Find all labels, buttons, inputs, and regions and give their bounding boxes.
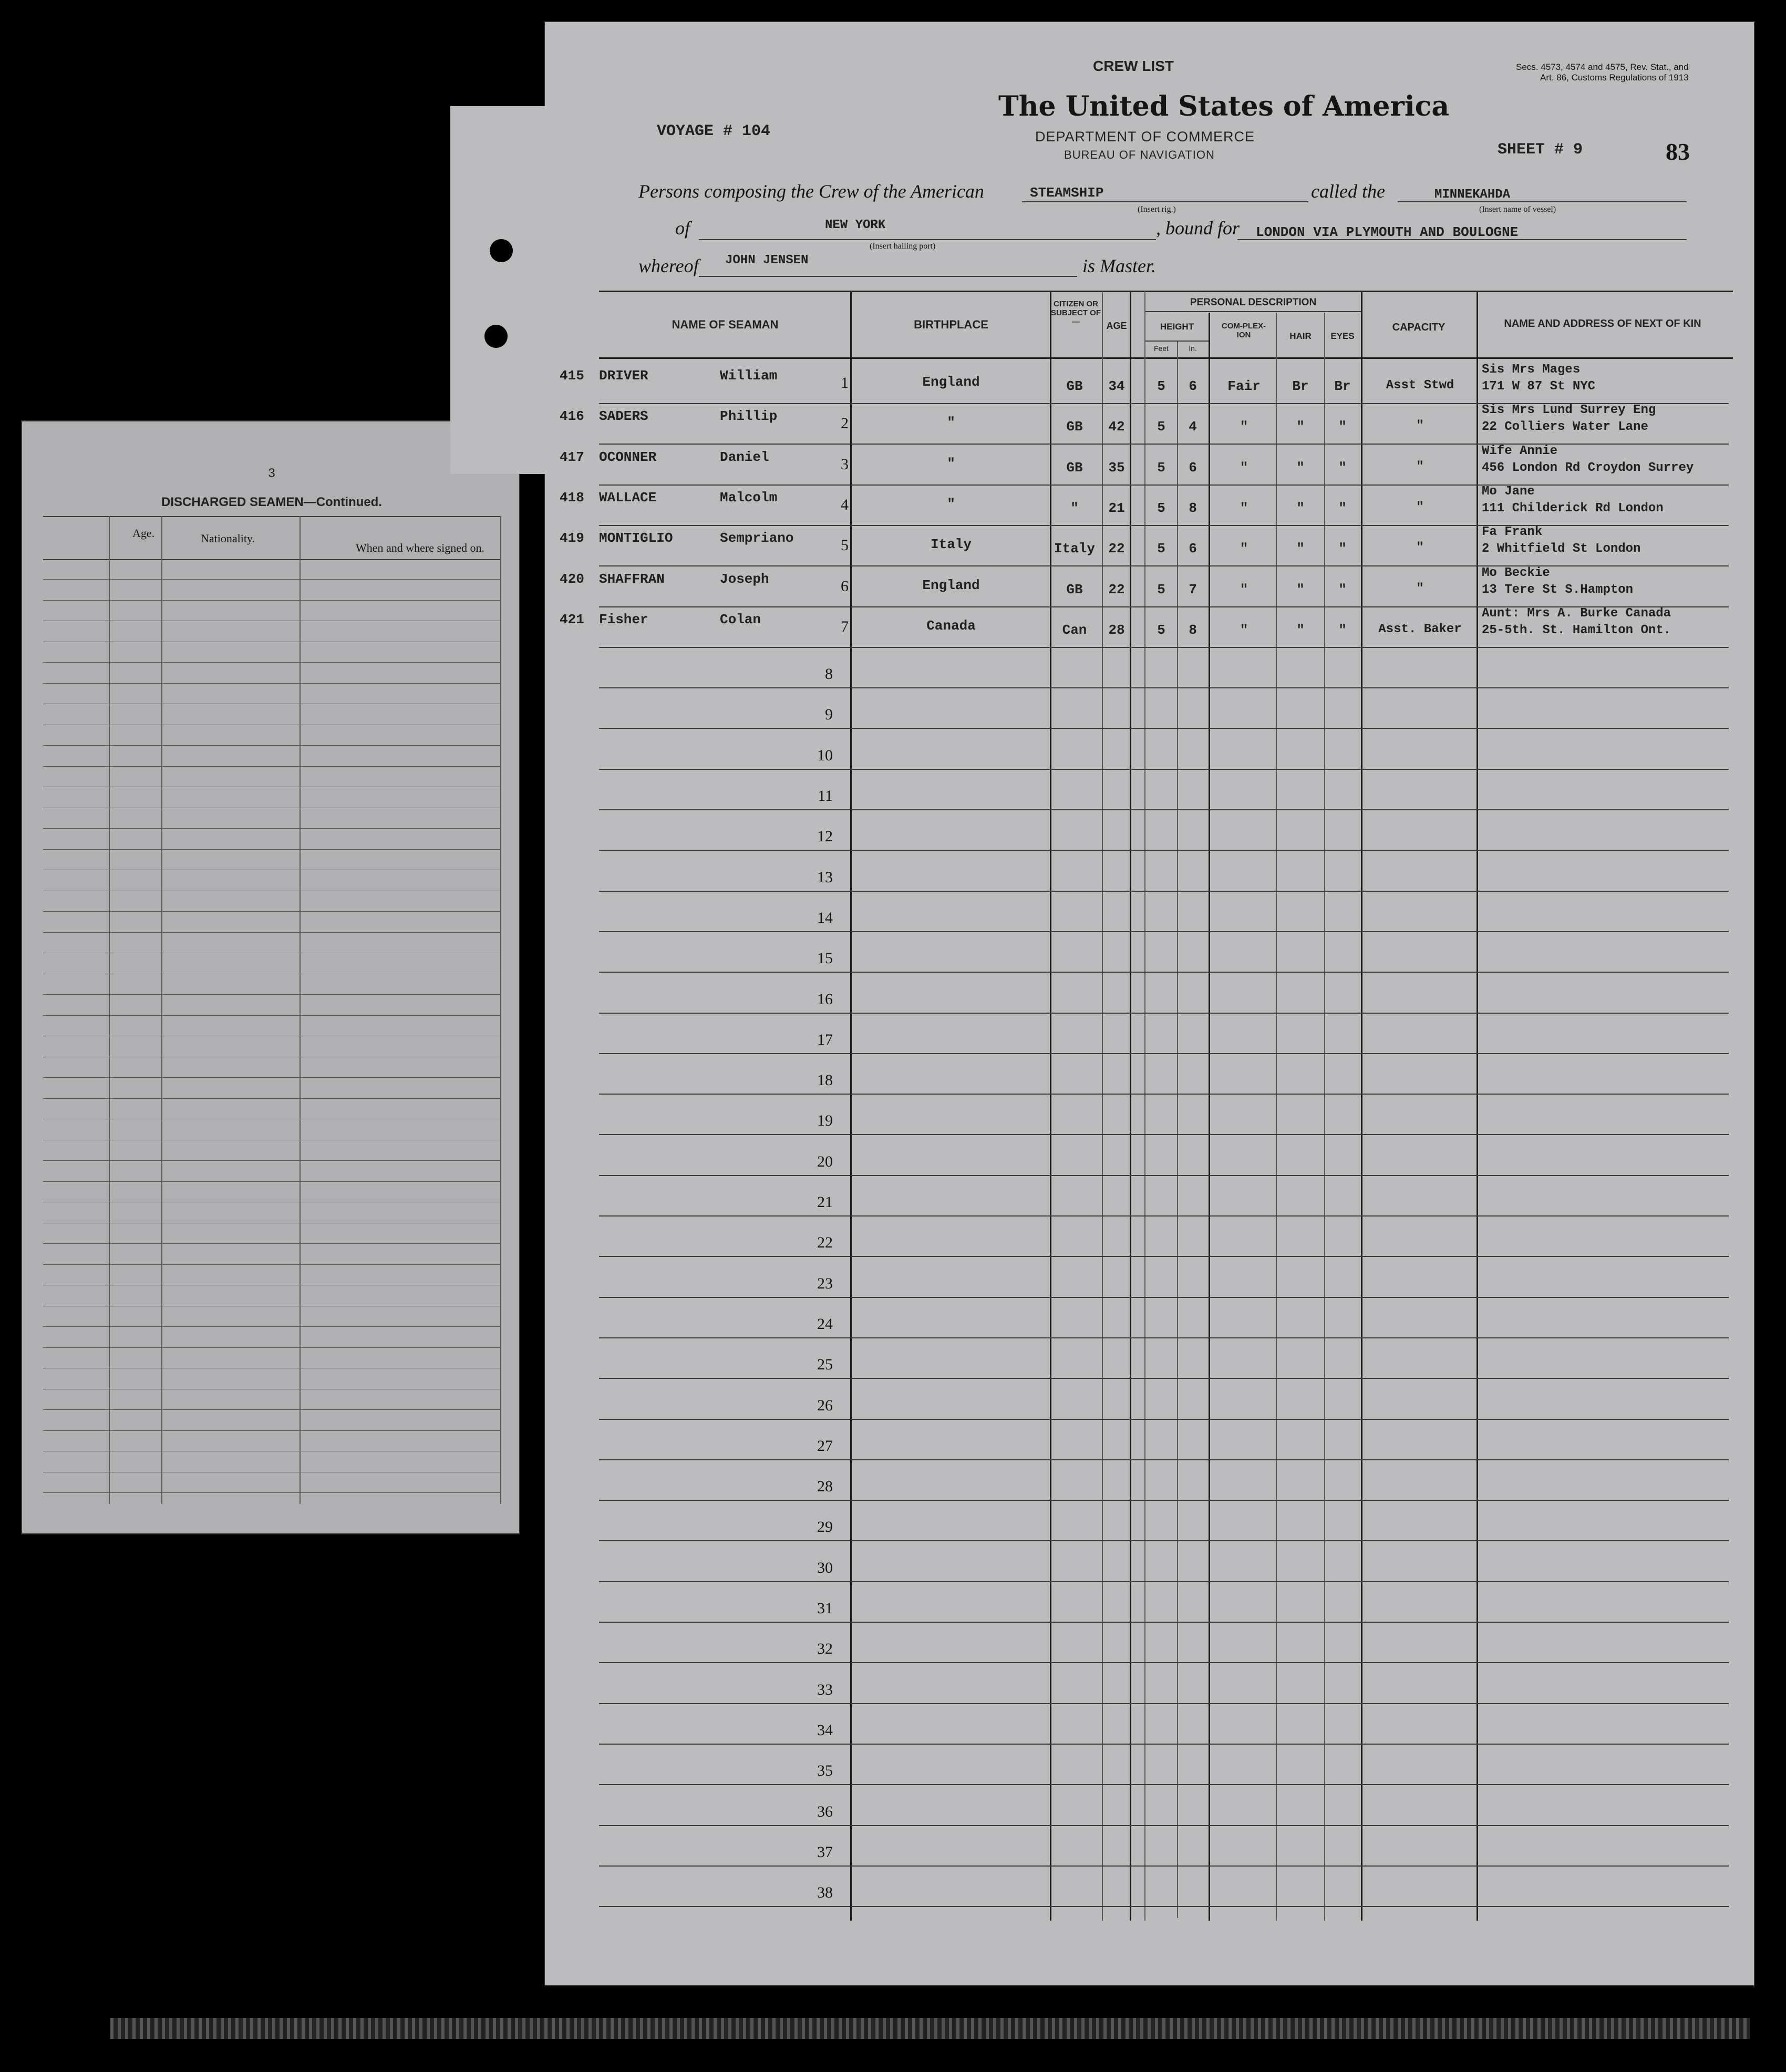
empty-row-rule <box>599 1825 1729 1826</box>
empty-row-rule <box>599 1906 1729 1907</box>
voyage-number: VOYAGE # 104 <box>657 122 771 140</box>
crew-birthplace: Italy <box>930 537 972 553</box>
empty-row-rule <box>599 1622 1729 1623</box>
crew-citizen: Italy <box>1054 541 1095 557</box>
header-feet: Feet <box>1153 344 1169 353</box>
empty-row-number: 29 <box>817 1518 833 1536</box>
crew-birthplace: " <box>947 496 955 512</box>
empty-row-rule <box>599 1175 1729 1176</box>
crew-kin-address: 25-5th. St. Hamilton Ont. <box>1482 623 1671 637</box>
discharged-row-rule <box>43 1326 500 1327</box>
crew-surname: OCONNER <box>599 449 657 465</box>
crew-id: 415 <box>560 368 584 384</box>
empty-row-number: 23 <box>817 1274 833 1292</box>
crew-hair: " <box>1296 541 1305 557</box>
empty-row-number: 13 <box>817 868 833 886</box>
crew-list-sheet <box>544 21 1755 1986</box>
empty-row-rule <box>599 850 1729 851</box>
crew-age: 22 <box>1108 581 1125 597</box>
empty-row-rule <box>599 1581 1729 1582</box>
discharged-row-rule <box>43 828 500 829</box>
empty-row-number: 9 <box>825 706 833 724</box>
header-citizen: CITIZEN OR SUBJECT OF— <box>1051 300 1101 326</box>
crew-eyes: " <box>1338 622 1347 638</box>
empty-row-rule <box>599 1094 1729 1095</box>
empty-row-number: 38 <box>817 1884 833 1902</box>
empty-row-number: 28 <box>817 1478 833 1496</box>
header-eyes: EYES <box>1330 331 1355 341</box>
crew-kin-address: 2 Whitfield St London <box>1482 542 1641 556</box>
crew-complexion: " <box>1240 581 1248 597</box>
crew-birthplace: " <box>947 455 955 471</box>
empty-row-number: 21 <box>817 1193 833 1211</box>
crew-given-name: Sempriano <box>720 530 794 547</box>
crew-height-inches: 8 <box>1189 500 1197 516</box>
department: DEPARTMENT OF COMMERCE <box>1035 129 1255 145</box>
insert-rig-hint: (Insert rig.) <box>1138 205 1176 214</box>
crew-eyes: " <box>1338 581 1347 597</box>
crew-hair: " <box>1296 419 1305 435</box>
crew-complexion: " <box>1240 419 1248 435</box>
crew-age: 35 <box>1108 459 1125 476</box>
empty-row-number: 19 <box>817 1112 833 1130</box>
discharged-row-rule <box>43 1347 500 1348</box>
crew-row-number: 1 <box>841 374 849 391</box>
statute-note-line-1: Secs. 4573, 4574 and 4575, Rev. Stat., and <box>1516 62 1689 72</box>
crew-hair: Br <box>1292 378 1309 394</box>
crew-complexion: " <box>1240 541 1248 557</box>
called-the-label: called the <box>1311 181 1385 202</box>
crew-hair: " <box>1296 459 1305 476</box>
form-title: CREW LIST <box>1093 58 1174 74</box>
crew-age: 42 <box>1108 419 1125 435</box>
discharged-row-rule <box>43 1098 500 1099</box>
header-height: HEIGHT <box>1160 322 1194 332</box>
master-name: JOHN JENSEN <box>725 253 809 267</box>
header-age: AGE <box>1106 321 1127 331</box>
empty-row-number: 34 <box>817 1721 833 1739</box>
crew-row-rule <box>599 525 1729 526</box>
crew-surname: Fisher <box>599 611 648 627</box>
crew-capacity: Asst Stwd <box>1386 378 1454 393</box>
discharged-row-rule <box>43 1409 500 1410</box>
crew-surname: SADERS <box>599 408 648 425</box>
empty-row-rule <box>599 1662 1729 1663</box>
header-hair: HAIR <box>1289 331 1312 341</box>
crew-hair: " <box>1296 581 1305 597</box>
insert-vessel-hint: (Insert name of vessel) <box>1479 205 1556 214</box>
bound-for-label: , bound for <box>1156 218 1240 239</box>
discharged-row-rule <box>43 1264 500 1265</box>
empty-row-number: 20 <box>817 1152 833 1170</box>
crew-birthplace: England <box>922 374 980 390</box>
crew-capacity: " <box>1416 541 1424 555</box>
crew-height-inches: 8 <box>1189 622 1197 638</box>
destination: LONDON VIA PLYMOUTH AND BOULOGNE <box>1256 224 1519 240</box>
discharged-row-rule <box>43 1492 500 1493</box>
empty-row-rule <box>599 1013 1729 1014</box>
crew-row-number: 3 <box>841 455 849 473</box>
discharged-row-rule <box>43 579 500 580</box>
empty-row-number: 11 <box>818 787 833 805</box>
empty-row-rule <box>599 1419 1729 1420</box>
crew-complexion: " <box>1240 459 1248 476</box>
crew-citizen: GB <box>1066 459 1083 476</box>
crew-complexion: " <box>1240 500 1248 516</box>
empty-row-number: 8 <box>825 665 833 683</box>
crew-age: 34 <box>1108 378 1125 394</box>
crew-age: 28 <box>1108 622 1125 638</box>
crew-capacity: " <box>1416 419 1424 434</box>
crew-height-inches: 6 <box>1189 541 1197 557</box>
crew-kin-name: Mo Jane <box>1482 484 1535 499</box>
empty-row-rule <box>599 891 1729 892</box>
crew-id: 420 <box>560 571 584 587</box>
empty-row-rule <box>599 1053 1729 1054</box>
empty-row-number: 17 <box>817 1030 833 1048</box>
empty-row-number: 35 <box>817 1762 833 1780</box>
crew-row-rule <box>599 647 1729 648</box>
crew-height-feet: 5 <box>1157 622 1165 638</box>
header-inches: In. <box>1189 344 1197 353</box>
crew-birthplace: England <box>922 577 980 593</box>
bureau: BUREAU OF NAVIGATION <box>1064 148 1215 161</box>
empty-row-rule <box>599 1378 1729 1379</box>
discharged-row-rule <box>43 849 500 850</box>
empty-row-rule <box>599 728 1729 729</box>
discharged-row-rule <box>43 1077 500 1078</box>
empty-row-rule <box>599 1134 1729 1135</box>
discharged-row-rule <box>43 745 500 746</box>
discharged-row-rule <box>43 911 500 912</box>
empty-row-rule <box>599 809 1729 810</box>
vessel-name: MINNEKAHDA <box>1434 188 1511 202</box>
empty-row-number: 32 <box>817 1640 833 1658</box>
discharged-title: DISCHARGED SEAMEN—Continued. <box>161 495 382 509</box>
header-birthplace: BIRTHPLACE <box>914 318 988 331</box>
film-edge-strip <box>110 2018 1750 2039</box>
crew-kin-name: Sis Mrs Mages <box>1482 363 1581 377</box>
crew-kin-address: 171 W 87 St NYC <box>1482 379 1596 394</box>
empty-row-number: 25 <box>817 1356 833 1374</box>
empty-row-number: 14 <box>817 909 833 926</box>
empty-row-rule <box>599 1337 1729 1338</box>
crew-height-feet: 5 <box>1157 541 1165 557</box>
header-personal-description: PERSONAL DESCRIPTION <box>1190 297 1317 308</box>
vessel-type: STEAMSHIP <box>1030 185 1104 201</box>
header-name-of-seaman: NAME OF SEAMAN <box>672 318 779 331</box>
crew-height-feet: 5 <box>1157 581 1165 597</box>
discharged-row-rule <box>43 1160 500 1161</box>
statute-note <box>1516 62 1689 83</box>
crew-kin-name: Aunt: Mrs A. Burke Canada <box>1482 606 1671 621</box>
punch-hole <box>490 239 513 262</box>
page-number: 83 <box>1666 138 1690 165</box>
crew-capacity: " <box>1416 500 1424 514</box>
crew-given-name: Joseph <box>720 571 769 587</box>
empty-row-number: 30 <box>817 1559 833 1576</box>
empty-row-number: 31 <box>817 1600 833 1617</box>
empty-row-number: 33 <box>817 1681 833 1698</box>
discharged-row-rule <box>43 662 500 663</box>
crew-given-name: William <box>720 368 778 384</box>
crew-kin-address: 22 Colliers Water Lane <box>1482 420 1648 435</box>
crew-eyes: " <box>1338 541 1347 557</box>
crew-given-name: Phillip <box>720 408 778 425</box>
document-heading: The United States of America <box>998 90 1450 122</box>
discharged-row-rule <box>43 1015 500 1016</box>
empty-row-rule <box>599 1744 1729 1745</box>
crew-birthplace: " <box>947 415 955 431</box>
crew-surname: MONTIGLIO <box>599 530 673 547</box>
crew-row-number: 7 <box>841 617 849 635</box>
discharged-row-rule <box>43 994 500 995</box>
crew-complexion: Fair <box>1227 378 1261 394</box>
crew-row-rule <box>599 444 1729 445</box>
discharged-row-rule <box>43 683 500 684</box>
crew-surname: SHAFFRAN <box>599 571 665 587</box>
discharged-signed-header: When and where signed on. <box>356 541 484 554</box>
crew-surname: DRIVER <box>599 368 648 384</box>
crew-row-rule <box>599 565 1729 566</box>
crew-citizen: Can <box>1062 622 1087 638</box>
crew-eyes: Br <box>1334 378 1351 394</box>
crew-row-rule <box>599 485 1729 486</box>
discharged-seamen-sheet <box>21 420 520 1534</box>
crew-kin-name: Mo Beckie <box>1482 565 1550 580</box>
empty-row-rule <box>599 769 1729 770</box>
crew-height-inches: 7 <box>1189 581 1197 597</box>
crew-id: 416 <box>560 408 584 425</box>
empty-row-number: 27 <box>817 1437 833 1455</box>
crew-given-name: Malcolm <box>720 489 778 506</box>
discharged-page-number: 3 <box>268 466 275 480</box>
empty-row-number: 26 <box>817 1396 833 1414</box>
insert-port-hint: (Insert hailing port) <box>870 242 936 251</box>
empty-row-rule <box>599 1784 1729 1785</box>
crew-line-label: Persons composing the Crew of the American <box>638 181 984 202</box>
crew-eyes: " <box>1338 500 1347 516</box>
sheet-number: SHEET # 9 <box>1498 141 1583 159</box>
crew-eyes: " <box>1338 459 1347 476</box>
crew-capacity: Asst. Baker <box>1378 622 1462 636</box>
crew-kin-address: 111 Childerick Rd London <box>1482 501 1664 516</box>
discharged-row-rule <box>43 1181 500 1182</box>
crew-given-name: Colan <box>720 611 761 627</box>
crew-age: 21 <box>1108 500 1125 516</box>
crew-kin-name: Sis Mrs Lund Surrey Eng <box>1482 403 1656 418</box>
discharged-row-rule <box>43 1430 500 1431</box>
header-complexion: COM-PLEX-ION <box>1221 322 1266 339</box>
discharged-nationality-header: Nationality. <box>201 532 255 545</box>
empty-row-rule <box>599 1703 1729 1704</box>
empty-row-number: 12 <box>817 828 833 846</box>
crew-kin-address: 456 London Rd Croydon Surrey <box>1482 460 1694 475</box>
empty-row-rule <box>599 1459 1729 1460</box>
table-header-rule <box>599 357 1733 359</box>
crew-height-feet: 5 <box>1157 378 1165 394</box>
header-next-of-kin: NAME AND ADDRESS OF NEXT OF KIN <box>1504 318 1701 329</box>
crew-eyes: " <box>1338 419 1347 435</box>
is-master-label: is Master. <box>1082 255 1157 276</box>
empty-row-rule <box>599 1540 1729 1541</box>
crew-height-feet: 5 <box>1157 500 1165 516</box>
crew-row-number: 5 <box>841 537 849 554</box>
empty-row-number: 22 <box>817 1234 833 1252</box>
crew-height-feet: 5 <box>1157 419 1165 435</box>
table-top-rule <box>599 291 1733 292</box>
header-capacity: CAPACITY <box>1392 322 1446 333</box>
crew-citizen: GB <box>1066 378 1083 394</box>
discharged-row-rule <box>43 600 500 601</box>
crew-id: 421 <box>560 611 584 627</box>
empty-row-rule <box>599 1256 1729 1257</box>
crew-row-number: 6 <box>841 577 849 595</box>
crew-complexion: " <box>1240 622 1248 638</box>
empty-row-number: 10 <box>817 746 833 764</box>
empty-row-rule <box>599 972 1729 973</box>
crew-kin-address: 13 Tere St S.Hampton <box>1482 582 1634 597</box>
of-label: of <box>675 218 690 239</box>
crew-hair: " <box>1296 622 1305 638</box>
crew-row-number: 2 <box>841 415 849 432</box>
empty-row-rule <box>599 931 1729 932</box>
crew-capacity: " <box>1416 459 1424 474</box>
whereof-label: whereof <box>638 255 699 276</box>
home-port: NEW YORK <box>825 218 886 232</box>
crew-kin-name: Fa Frank <box>1482 525 1543 540</box>
empty-row-number: 16 <box>817 990 833 1008</box>
crew-height-inches: 4 <box>1189 419 1197 435</box>
crew-kin-name: Wife Annie <box>1482 444 1558 458</box>
crew-given-name: Daniel <box>720 449 769 465</box>
crew-birthplace: Canada <box>926 617 976 634</box>
crew-capacity: " <box>1416 581 1424 596</box>
empty-row-number: 37 <box>817 1843 833 1861</box>
empty-row-rule <box>599 1215 1729 1217</box>
crew-citizen: GB <box>1066 419 1083 435</box>
crew-citizen: GB <box>1066 581 1083 597</box>
crew-id: 418 <box>560 489 584 506</box>
crew-height-inches: 6 <box>1189 459 1197 476</box>
crew-id: 419 <box>560 530 584 547</box>
empty-row-rule <box>599 687 1729 688</box>
empty-row-rule <box>599 1500 1729 1501</box>
punch-hole <box>484 325 508 348</box>
empty-row-number: 18 <box>817 1071 833 1089</box>
crew-age: 22 <box>1108 541 1125 557</box>
crew-row-number: 4 <box>841 496 849 513</box>
crew-citizen: " <box>1070 500 1079 516</box>
crew-surname: WALLACE <box>599 489 657 506</box>
empty-row-number: 24 <box>817 1315 833 1333</box>
discharged-age-header: Age. <box>132 527 155 540</box>
crew-id: 417 <box>560 449 584 465</box>
crew-hair: " <box>1296 500 1305 516</box>
empty-row-number: 15 <box>817 950 833 967</box>
empty-row-rule <box>599 1865 1729 1867</box>
empty-row-rule <box>599 1297 1729 1298</box>
statute-note-line-2: Art. 86, Customs Regulations of 1913 <box>1540 73 1689 83</box>
discharged-row-rule <box>43 1243 500 1244</box>
discharged-row-rule <box>43 766 500 767</box>
crew-height-feet: 5 <box>1157 459 1165 476</box>
crew-height-inches: 6 <box>1189 378 1197 394</box>
discharged-row-rule <box>43 932 500 933</box>
empty-row-number: 36 <box>817 1802 833 1820</box>
